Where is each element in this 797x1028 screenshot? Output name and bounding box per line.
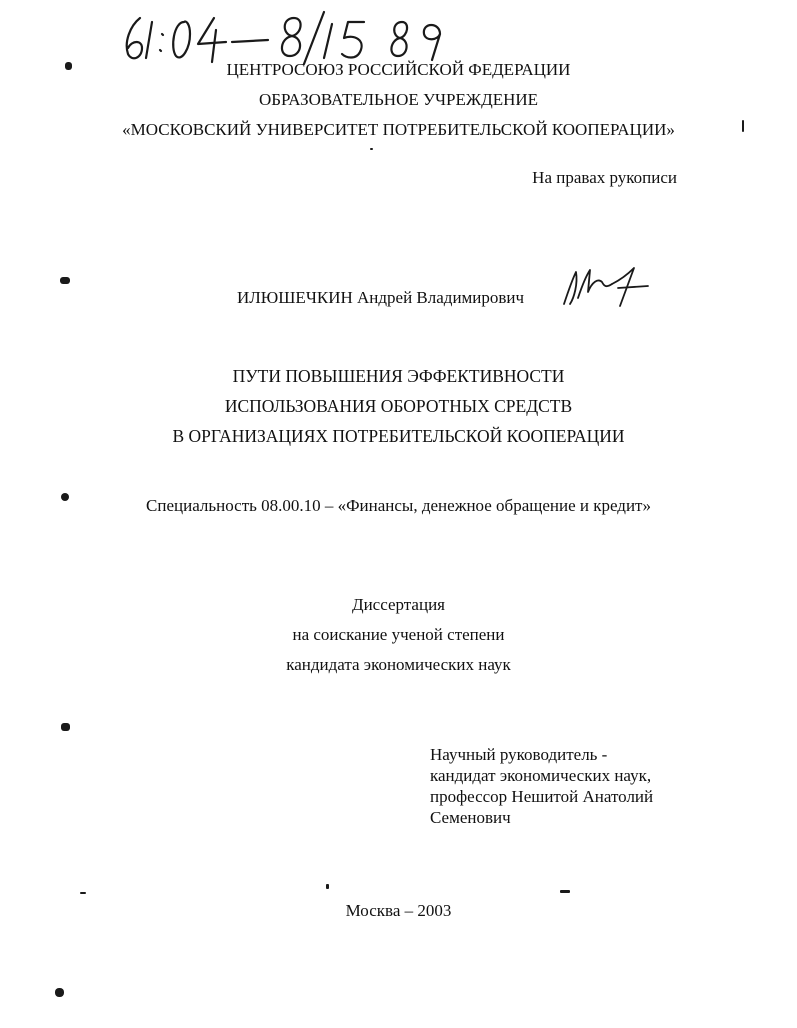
manuscript-rights-note: На правах рукописи: [532, 168, 677, 187]
supervisor-line-4: Семенович: [430, 808, 511, 827]
scan-mark: [60, 277, 70, 284]
degree-line-2: на соискание ученой степени: [292, 625, 505, 644]
organization-line-3: «МОСКОВСКИЙ УНИВЕРСИТЕТ ПОТРЕБИТЕЛЬСКОЙ КООПЕРАЦИИ»: [122, 120, 675, 139]
handwritten-archive-number: [118, 8, 478, 66]
degree-line-1: Диссертация: [351, 595, 445, 614]
supervisor-line-1: Научный руководитель -: [430, 745, 608, 764]
scan-mark: [61, 493, 69, 501]
scan-mark: [80, 892, 86, 894]
author-name: ИЛЮШЕЧКИН Андрей Владимирович: [237, 288, 525, 307]
organization-line-1: ЦЕНТРОСОЮЗ РОССИЙСКОЙ ФЕДЕРАЦИИ: [226, 60, 571, 79]
scan-mark: [55, 988, 64, 997]
supervisor-line-3: профессор Нешитой Анатолий: [430, 787, 654, 806]
scan-mark: [370, 148, 373, 150]
thesis-title-line-2: ИСПОЛЬЗОВАНИЯ ОБОРОТНЫХ СРЕДСТВ: [224, 396, 573, 416]
thesis-title-line-1: ПУТИ ПОВЫШЕНИЯ ЭФФЕКТИВНОСТИ: [232, 366, 565, 386]
scan-mark: [326, 884, 329, 889]
author-signature: [558, 258, 654, 310]
scan-mark: [61, 723, 70, 731]
organization-line-2: ОБРАЗОВАТЕЛЬНОЕ УЧРЕЖДЕНИЕ: [258, 90, 539, 109]
place-and-year: Москва – 2003: [345, 901, 452, 920]
scan-mark: [560, 890, 570, 893]
supervisor-block: [430, 744, 653, 828]
scan-mark: [65, 62, 72, 70]
supervisor-line-2: кандидат экономических наук,: [430, 766, 652, 785]
specialty-line: Специальность 08.00.10 – «Финансы, денежное обращение и кредит»: [146, 496, 651, 515]
thesis-title-line-3: В ОРГАНИЗАЦИЯХ ПОТРЕБИТЕЛЬСКОЙ КООПЕРАЦИИ: [172, 426, 625, 446]
degree-line-3: кандидата экономических наук: [286, 655, 511, 674]
scan-mark: [742, 120, 744, 132]
